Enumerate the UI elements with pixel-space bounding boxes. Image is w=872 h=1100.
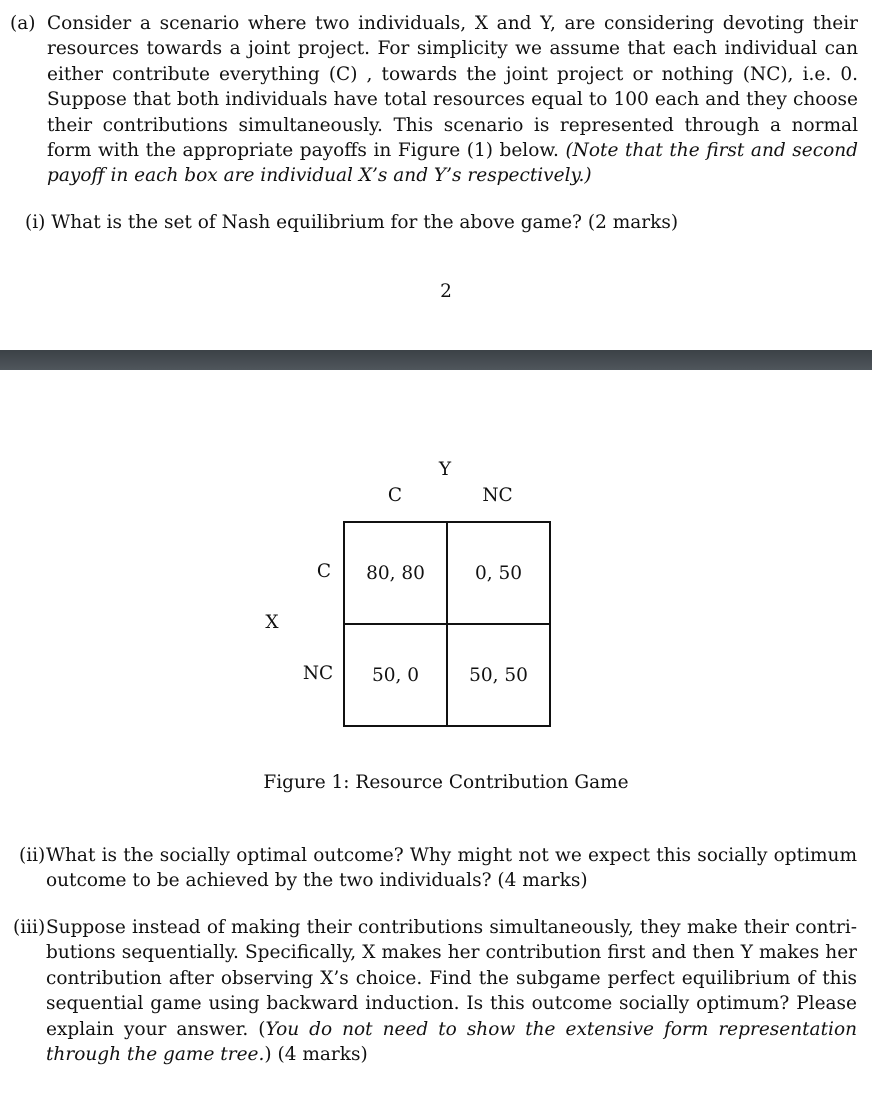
- payoff-row-c: [344, 522, 550, 624]
- question-a-body: [47, 11, 858, 189]
- question-a-label: (a): [10, 13, 36, 34]
- question-ii: [19, 843, 857, 894]
- row-strategy-c: C: [316, 561, 332, 582]
- question-i-text: What is the set of Nash equilibrium for the above game? (2 marks): [51, 212, 679, 233]
- question-iii: [13, 915, 857, 1067]
- question-iii-label: (iii): [13, 917, 46, 938]
- payoff-cell-nc-c: 50, 0: [344, 624, 447, 726]
- payoff-cell-c-nc: 0, 50: [447, 522, 550, 624]
- question-a: [10, 11, 858, 189]
- question-iii-text: Suppose instead of making their contributions simultaneously, they make their contri-butions sequentially. Specifically, X makes her contribution first and then Y makes her contribution after observing X’s choice. Find the subgame perfect equilibrium of this sequential game using backward induction. Is this outcome socially optimum? Please explain your answer.: [46, 917, 857, 1040]
- question-iii-note-close: ) (4 marks): [264, 1044, 368, 1066]
- payoff-matrix: [343, 521, 551, 727]
- question-ii-text: What is the socially optimal outcome? Why might not we expect this socially optimum outcome to be achieved by the two individuals? (4 marks): [46, 845, 857, 892]
- column-strategy-nc: NC: [482, 485, 513, 506]
- row-strategy-nc: NC: [302, 663, 334, 684]
- question-ii-label: (ii): [19, 845, 46, 866]
- column-strategy-c: C: [387, 485, 403, 506]
- question-iii-note: You do not need to show the extensive form representation through the game tree.: [46, 1018, 857, 1066]
- payoff-row-nc: [344, 624, 550, 726]
- figure-caption: Figure 1: Resource Contribution Game: [263, 772, 629, 793]
- question-iii-note-open: (: [258, 1018, 266, 1040]
- question-i: [25, 210, 855, 235]
- question-a-note: (Note that the first and second payoff in each box are individual X’s and Y’s respectively.): [47, 140, 858, 187]
- row-player-label: X: [265, 612, 279, 633]
- payoff-cell-c-c: 80, 80: [344, 522, 447, 624]
- page-number: 2: [440, 281, 452, 302]
- page-break-divider: [0, 350, 872, 370]
- question-a-text: Consider a scenario where two individuals, X and Y, are considering devoting their resources towards a joint project. For simplicity we assume that each individual can either contribute everything (C) , towards the joint project or nothing (NC), i.e. 0. Suppose that both individuals have total resources equal to 100 each and they choose their contributions simultaneously. This scenario is represented through a normal form with the appropriate payoffs in Figure (1) below.: [47, 13, 858, 162]
- payoff-cell-nc-nc: 50, 50: [447, 624, 550, 726]
- column-player-label: Y: [438, 459, 452, 480]
- question-iii-body: [46, 915, 857, 1067]
- question-i-label: (i): [25, 212, 46, 233]
